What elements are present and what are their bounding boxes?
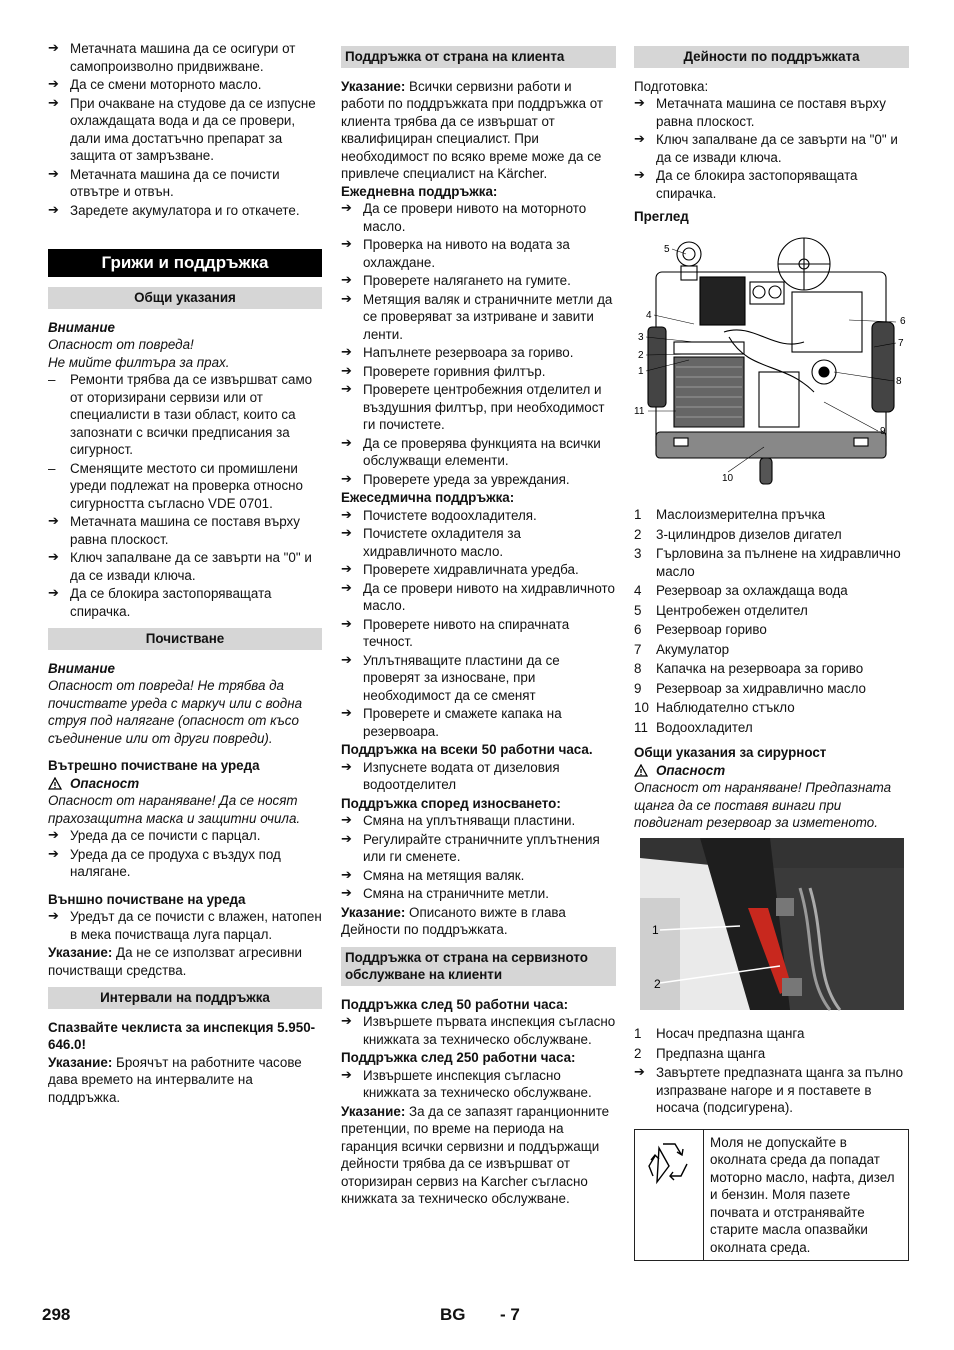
step-item: ➔ Смяна на страничните метли. (341, 885, 616, 903)
checklist-title: Спазвайте чеклиста за инспекция 5.950-646.0! (48, 1019, 316, 1052)
legend-number: 10 (634, 700, 649, 715)
legend-number: 8 (634, 661, 642, 676)
step-item: ➔ Метачната машина се поставя върху равна плоскост. (634, 95, 909, 130)
legend-text: Акумулатор (656, 641, 730, 657)
step-item: ➔ Ключ запалване да се завърти на "0" и да се извади ключа. (634, 131, 909, 166)
step-item: ➔ Завъртете предпазната щанга за пълно изпразване нагоре и я поставете в носача (подсигурена). (634, 1064, 909, 1117)
page-number: 298 (42, 1305, 71, 1324)
step-item: ➔ Уреда да се продуха с въздух под налягане. (48, 846, 322, 881)
legend-item (634, 526, 909, 544)
step-item: ➔ Да се смени моторното масло. (48, 76, 322, 94)
step-item: ➔ Регулирайте страничните уплътнения или ги сменете. (341, 831, 616, 866)
chapter-heading: Грижи и поддръжка (48, 249, 322, 277)
legend-item (634, 545, 909, 580)
section-client: Поддръжка от страна на клиента (341, 46, 616, 68)
legend-text: Центробежен отделител (656, 602, 808, 618)
fig-label-8: 8 (896, 375, 902, 387)
legend-item (634, 719, 909, 737)
step-item: ➔ Да се проверява функцията на всички обслужващи елементи. (341, 435, 616, 470)
outer-note: Указание: Да не се използват агресивни почистващи средства. (48, 945, 303, 978)
environment-box (634, 1129, 909, 1262)
cleaning-text: Опасност от повреда! Не трябва да почиствате уреда с маркуч или с водна струя под налягане (опасност от късо съединение или от други повреди). (48, 678, 303, 746)
legend-item (634, 680, 909, 698)
legend-text: Резервоар гориво (656, 622, 767, 637)
language-code: BG (440, 1305, 466, 1324)
warning-triangle-icon (634, 764, 648, 777)
safety-text: Опасност от нараняване! Предпазната щанга да се поставя винаги при повдигнат резервоар за изметеното. (634, 780, 892, 830)
after250-title: Поддръжка след 250 работни часа: (341, 1050, 576, 1065)
step-item: ➔ Проверете налягането на гумите. (341, 272, 616, 290)
legend-number: 4 (634, 583, 642, 598)
fig-label-9: 9 (880, 425, 886, 437)
section-service: Поддръжка от страна на сервизното обслужване на клиенти (341, 947, 616, 986)
section-cleaning: Почистване (48, 628, 322, 650)
legend-number: 2 (634, 526, 642, 542)
legend-item (634, 699, 909, 717)
dash-item: – Сменящите местото си промишлени уреди подлежат на проверка относно сигурността съгласно VDE 0701. (48, 460, 322, 513)
legend-text: Резервоар за охлаждаща вода (656, 583, 848, 598)
step-item: ➔ Уредът да се почисти с влажен, натопен в мека почистваща луга парцал. (48, 908, 322, 943)
outer-steps (48, 908, 322, 943)
step-item: ➔ Смяна на уплътняващи пластини. (341, 812, 616, 830)
safety-title: Общи указания за сирурност (634, 745, 827, 760)
legend-number: 3 (634, 546, 642, 561)
section-tasks: Дейности по поддръжката (634, 46, 909, 68)
photo-legend (634, 1025, 909, 1062)
step-item: ➔ Метачната машина да се почисти отвътре и отвън. (48, 166, 322, 201)
step-item: ➔ Проверете уреда за увреждания. (341, 471, 616, 489)
step-item: ➔ Метящия валяк и страничните метли да се проверяват за изтриване и завити ленти. (341, 291, 616, 344)
after50-title: Поддръжка след 50 работни часа: (341, 996, 569, 1012)
step-item: ➔ Изпуснете водата от дизеловия водоотделител (341, 759, 616, 794)
step-item: ➔ Проверка на нивото на водата за охлаждане. (341, 236, 616, 271)
outer-cleaning-title: Външно почистване на уреда (48, 891, 246, 907)
fig-label-2: 2 (638, 349, 644, 361)
step-item: ➔ Почистете водоохладителя. (341, 507, 616, 525)
client-note: Указание: Всички сервизни работи и работи по поддръжката при поддръжка от клиента трябва да се извършат от квалифициран специалист. При необходимост по всяко време може да се привлече специалист на Kärcher. (341, 78, 604, 181)
step-item: ➔ Почистете охладителя за хидравличното масло. (341, 525, 616, 560)
step-item: ➔ Смяна на метящия валяк. (341, 867, 616, 885)
legend-number: 7 (634, 641, 642, 657)
photo-label-1: 1 (652, 922, 659, 937)
legend-number: 1 (634, 507, 642, 522)
column-1 (48, 40, 322, 1106)
h50-list (341, 759, 616, 794)
legend-number: 2 (634, 1045, 642, 1061)
legend-text: Капачка на резервоара за гориво (656, 661, 864, 676)
overview-legend (634, 506, 909, 736)
danger-line-2: Не мийте филтъра за прах. (48, 354, 230, 370)
fig-label-7: 7 (898, 337, 904, 349)
wear-note: Указание: Описаното вижте в глава Дейности по поддръжката. (341, 904, 566, 937)
legend-number: 6 (634, 622, 642, 637)
safety-danger-label: Опасност (656, 762, 726, 778)
inner-danger-label: Опасност (70, 775, 140, 791)
step-item: ➔ Проверете центробежния отделител и въздушния филтър, при необходимост ги почистете. (341, 381, 616, 434)
sub-page: - 7 (500, 1305, 520, 1324)
step-item: ➔ Да се провери нивото на хидравличното масло. (341, 580, 616, 615)
column-2 (341, 40, 616, 1208)
legend-text: 3-цилиндров дизелов дигател (656, 526, 842, 542)
legend-text: Резервоар за хидравлично масло (656, 680, 866, 696)
step-item: ➔ Проверете нивото на спирачната течност. (341, 616, 616, 651)
legend-text: Маслоизмерителна пръчка (656, 507, 826, 522)
step-item: ➔ Проверете горивния филтър. (341, 363, 616, 381)
legend-text: Гърловина за пълнене на хидравлично масло (656, 546, 901, 579)
legend-number: 11 (634, 719, 648, 735)
legend-number: 1 (634, 1026, 642, 1041)
wear-list (341, 812, 616, 903)
fig-label-1: 1 (638, 365, 644, 377)
step-item: ➔ Метачната машина се поставя върху равна плоскост. (48, 513, 322, 548)
step-item: ➔ Да се блокира застопоряващата спирачка. (634, 167, 909, 202)
danger-line-1: Опасност от повреда! (48, 337, 194, 352)
after50-list (341, 1013, 616, 1048)
weekly-title: Ежеседмична поддръжка: (341, 490, 515, 505)
legend-item (634, 660, 909, 678)
column-3 (634, 40, 909, 1261)
inner-cleaning-title: Вътрешно почистване на уреда (48, 758, 260, 773)
legend-item (634, 1045, 909, 1063)
step-item: ➔ Проверете хидравличната уредба. (341, 561, 616, 579)
step-item: ➔ Ключ запалване да се завърти на "0" и да се извади ключа. (48, 549, 322, 584)
step-item: ➔ Напълнете резервоара за гориво. (341, 344, 616, 362)
step-item: ➔ Заредете акумулатора и го откачете. (48, 202, 322, 220)
dash-list (48, 371, 322, 512)
step-item: ➔ При очакване на студове да се изпусне охлаждащата вода и да се провери, дали има достатъчно препарат за защита от замръзване. (48, 95, 322, 165)
photo-steps (634, 1064, 909, 1117)
legend-item (634, 1025, 909, 1043)
fig-label-3: 3 (638, 331, 644, 343)
legend-number: 9 (634, 680, 642, 696)
photo-label-2: 2 (654, 976, 661, 991)
prep-list (634, 95, 909, 202)
attention-label: Внимание (48, 319, 116, 335)
step-item: ➔ Да се блокира застопоряващата спирачка. (48, 585, 322, 620)
step-item: ➔ Метачната машина да се осигури от самопроизволно придвижване. (48, 40, 322, 75)
safety-danger (634, 762, 909, 780)
warning-triangle-icon (48, 777, 62, 790)
h50-title: Поддръжка на всеки 50 работни часа. (341, 742, 593, 757)
dash-item: – Ремонти трябва да се извършват само от оторизирани сервизи или от специалисти в тази област, които са запознати с всички предписания за сигурност. (48, 371, 322, 459)
checklist-note: Указание: Броячът на работните часове дава времето на интервалите на поддръжка. (48, 1054, 302, 1105)
cleaning-attention: Внимание (48, 660, 116, 676)
environment-text: Моля не допускайте в околната среда да попадат моторно масло, нафта, дизел и бензин. Моля пазете почвата и отстранявайте старите масла опазвайки околната среда. (710, 1134, 895, 1255)
after250-list (341, 1067, 616, 1102)
legend-number: 5 (634, 602, 642, 618)
intro-steps (48, 40, 322, 219)
inner-steps (48, 827, 322, 881)
legend-text: Носач предпазна щанга (656, 1026, 805, 1041)
legend-text: Водоохладител (656, 719, 753, 735)
daily-title: Ежедневна поддръжка: (341, 183, 498, 199)
step-item: ➔ Да се провери нивото на моторното масло. (341, 200, 616, 235)
daily-list (341, 200, 616, 488)
safety-bar-photo (640, 838, 915, 1013)
legend-text: Наблюдателно стъкло (656, 700, 795, 715)
step-item: ➔ Извършете първата инспекция съгласно книжката за техническо обслужване. (341, 1013, 616, 1048)
legend-item (634, 602, 909, 620)
legend-item (634, 582, 909, 600)
recycle-icon (643, 1138, 695, 1188)
fig-label-11: 11 (634, 405, 645, 417)
fig-label-10: 10 (722, 472, 734, 484)
step-item: ➔ Уплътняващите пластини да се проверят за износване, при необходимост да се сменят (341, 652, 616, 705)
inner-danger-text: Опасност от нараняване! Да се носят прахозащитна маска и защитни очила. (48, 793, 301, 826)
overview-title: Преглед (634, 209, 689, 224)
wear-title: Поддръжка според износването: (341, 795, 561, 811)
inner-danger (48, 775, 322, 793)
section-general: Общи указания (48, 287, 322, 309)
fig-label-4: 4 (646, 309, 652, 321)
fig-label-5: 5 (664, 243, 670, 255)
warranty-note: Указание: За да се запазят гаранционните претенции, по време на периода на гаранция всички сервизни и поддържащи дейности трябва да се извършват от оторизиран сервиз на Karcher съгласно книжката за техническо обслужване. (341, 1103, 610, 1206)
legend-item (634, 506, 909, 524)
prep-label: Подготовка: (634, 78, 709, 94)
step-item: ➔ Проверете и смажете капака на резервоара. (341, 705, 616, 740)
machine-overview-diagram (634, 232, 909, 494)
section-intervals: Интервали на поддръжка (48, 987, 322, 1009)
weekly-list (341, 507, 616, 741)
legend-item (634, 621, 909, 639)
legend-item (634, 641, 909, 659)
general-steps (48, 513, 322, 620)
step-item: ➔ Извършете инспекция съгласно книжката за техническо обслужване. (341, 1067, 616, 1102)
fig-label-6: 6 (900, 315, 906, 327)
legend-text: Предпазна щанга (656, 1045, 766, 1061)
step-item: ➔ Уреда да се почисти с парцал. (48, 827, 322, 845)
